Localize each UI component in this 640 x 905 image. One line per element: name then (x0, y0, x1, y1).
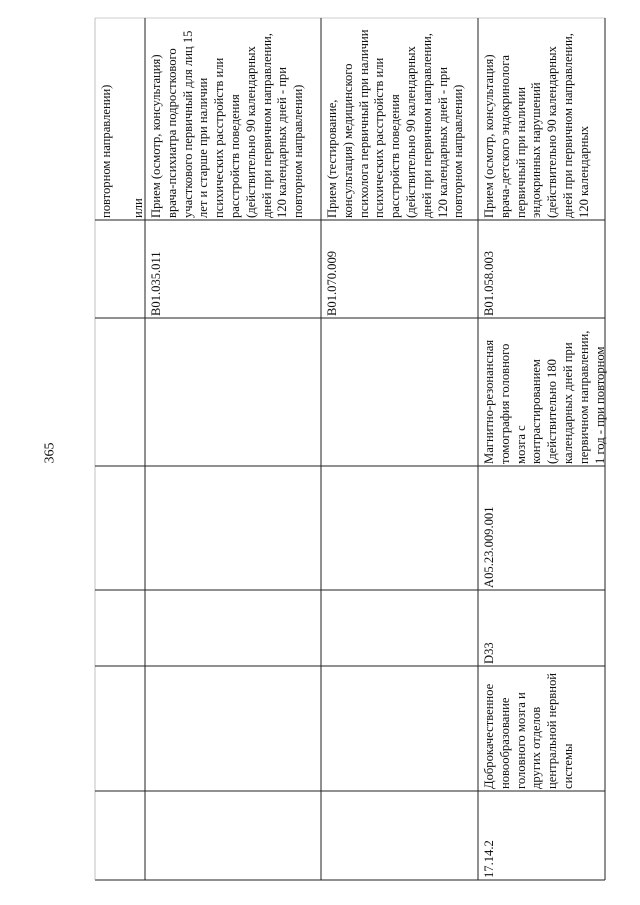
row2-consult-text: Прием (осмотр, консультация) врача-психиатра подросткового участкового первичный для лиц 15 лет и старше при наличии психических расстройств или расстройств поведения (действительно 90 календарных дней при первичном направлении, 120 календарных дней - при повторном направлении) (149, 30, 306, 218)
row4-consult-cell (478, 18, 605, 220)
row3-consult-code: B01.070.009 (325, 250, 339, 316)
row4-mkb: D33 (482, 642, 496, 664)
referral-table (95, 18, 605, 880)
row4-service-code: A05.23.009.001 (482, 506, 496, 588)
row4-mkb-cell (478, 590, 605, 666)
row4-service-code-cell (478, 466, 605, 590)
row3-code-cell (321, 220, 478, 318)
row1-consult-cell (95, 18, 145, 220)
row3-consult-text: Прием (тестирование, консультация) медицинского психолога первичный при наличии психических расстройств или расстройств поведения (действительно 90 календарных дней при первичном направлении, 120 календарных дней - при повторном направлении) (325, 29, 466, 218)
row4-number: 17.14.2 (482, 840, 496, 878)
row4-diagnosis: Доброкачественное новообразование головного мозга и других отделов центральной нервной системы (482, 672, 575, 789)
row2-consult-code: B01.035.011 (149, 251, 163, 316)
row3-consult-cell (321, 18, 478, 220)
row4-number-cell (478, 791, 605, 880)
row2-code-cell (145, 220, 321, 318)
row4-consult-code-cell (478, 220, 605, 318)
row1-consult-or: или (130, 198, 145, 218)
row4-service-text: Магнитно-резонансная томография головного мозга с контрастированием (действительно 180 календарных дней при первичном направлении, 1 год - при повторном (482, 330, 607, 464)
row4-consult-text: Прием (осмотр, консультация) врача-детского эндокринолога первичный при наличии эндокринных нарушений (действительно 90 календарных дней при первичном направлении, 120 календарных (482, 33, 591, 218)
row4-service-text-cell (478, 318, 605, 466)
row4-diagnosis-cell (478, 666, 605, 791)
row4-consult-code: B01.058.003 (482, 250, 496, 316)
row2-consult-cell (145, 18, 321, 220)
page-number: 365 (42, 442, 57, 464)
row1-consult-text: повторном направлении) (99, 84, 113, 218)
